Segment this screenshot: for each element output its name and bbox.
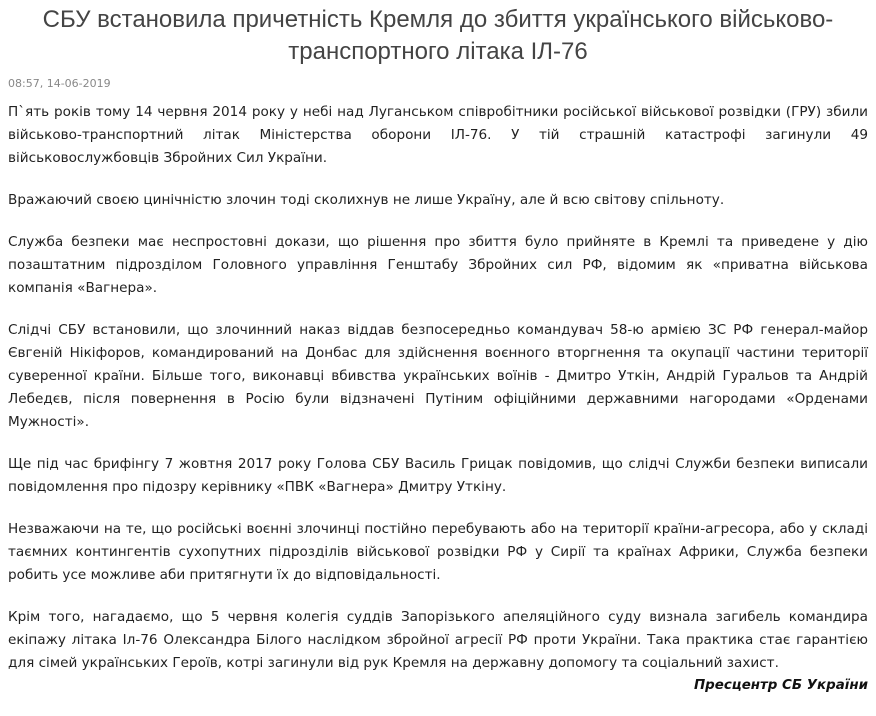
article <box>8 0 868 694</box>
article-paragraph: Вражаючий своєю цинічністю злочин тоді сколихнув не лише Україну, але й всю світову спільноту. <box>8 192 725 208</box>
article-paragraph: П`ять років тому 14 червня 2014 року у небі над Луганськом співробітники російської військової розвідки (ГРУ) збили військово-транспортний літак Міністерства оборони ІЛ-76. У тій страшній катастрофі загинули 49 військовослужбовців Збройних Сил України. <box>8 104 868 166</box>
article-paragraph: Крім того, нагадаємо, що 5 червня колегія суддів Запорізького апеляційного суду визнала загибель командира екіпажу літака Іл-76 Олександра Білого наслідком збройної агресії РФ проти України. Така практика стає гарантією для сімей українських Героїв, котрі загинули від рук Кремля на державну допомогу та соціальний захист. <box>8 609 868 671</box>
article-signature: Пресцентр СБ України <box>693 678 868 693</box>
article-paragraph: Слідчі СБУ встановили, що злочинний наказ віддав безпосередньо командувач 58-ю армією ЗС РФ генерал-майор Євгеній Нікіфоров, командирований на Донбас для здійснення воєнного вторгнення та окупації частини території суверенної країни. Більше того, виконавці вбивства українських воїнів - Дмитро Уткін, Андрій Гуральов та Андрій Лебедєв, після повернення в Росію були відзначені Путіним офіційними державними нагородами «Орденами Мужності». <box>8 322 868 430</box>
article-body <box>8 101 868 675</box>
publish-datetime: 08:57, 14-06-2019 <box>8 77 111 90</box>
article-title: СБУ встановила причетність Кремля до збиття українського військово-транспортного літака ІЛ-76 <box>42 6 834 65</box>
article-paragraph: Служба безпеки має неспростовні докази, що рішення про збиття було прийняте в Кремлі та приведене у дію позаштатним підрозділом Головного управління Генштабу Збройних сил РФ, відомим як «приватна військова компанія «Вагнера». <box>8 234 868 296</box>
article-paragraph: Ще під час брифінгу 7 жовтня 2017 року Голова СБУ Василь Грицак повідомив, що слідчі Служби безпеки виписали повідомлення про підозру керівнику «ПВК «Вагнера» Дмитру Уткіну. <box>8 456 868 495</box>
article-paragraph: Незважаючи на те, що російські воєнні злочинці постійно перебувають або на території країни-агресора, або у складі таємних контингентів сухопутних підрозділів військової розвідки РФ у Сирії та країнах Африки, Служба безпеки робить усе можливе аби притягнути їх до відповідальності. <box>8 521 868 583</box>
